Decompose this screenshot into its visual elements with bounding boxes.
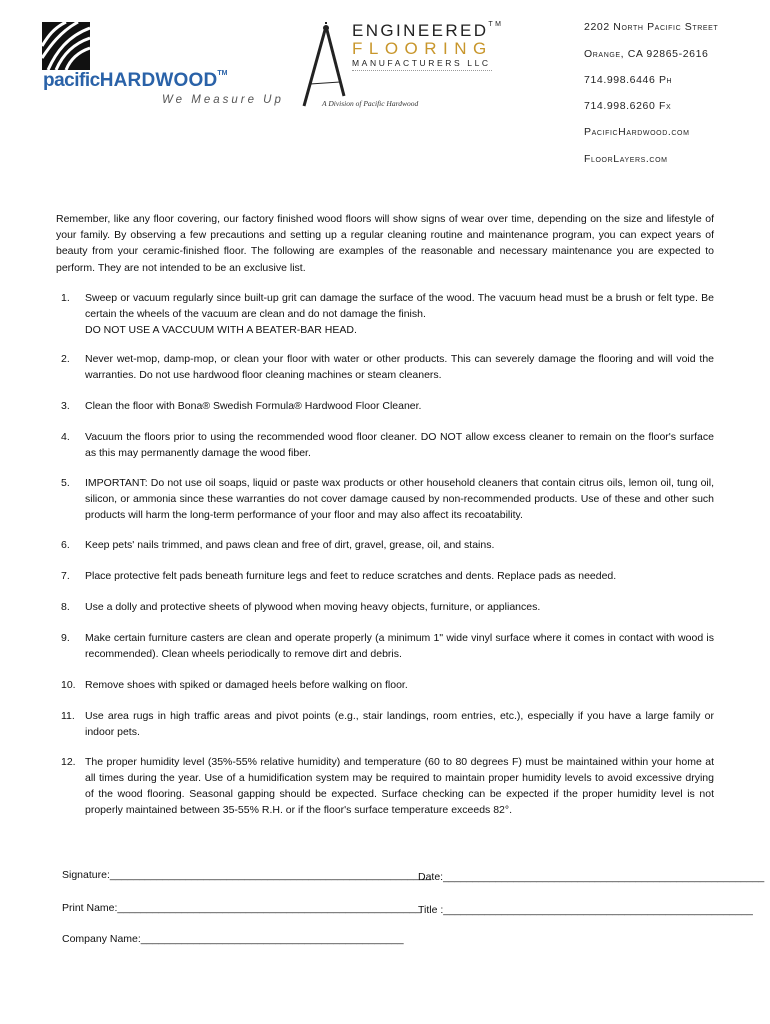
item-number: 6.: [61, 539, 70, 551]
list-item: [56, 754, 714, 818]
list-item: [56, 599, 714, 615]
list-item: [56, 630, 714, 662]
list-item: [56, 429, 714, 461]
item-text-warning: DO NOT USE A VACCUUM WITH A BEATER-BAR HEAD.: [85, 324, 357, 336]
contact-street: 2202 North Pacific Street: [584, 21, 719, 33]
contact-fax: 714.998.6260 Fx: [584, 100, 672, 112]
item-text: Clean the floor with Bona® Swedish Formula® Hardwood Floor Cleaner.: [85, 400, 422, 412]
item-number: 9.: [61, 632, 70, 644]
contact-web1[interactable]: PacificHardwood.com: [584, 126, 690, 138]
ef-line1: ENGINEERED: [352, 21, 489, 40]
contact-city: Orange, CA 92865-2616: [584, 48, 709, 60]
list-item: [56, 677, 714, 693]
division-text: A Division of Pacific Hardwood: [322, 99, 419, 108]
item-text: Sweep or vacuum regularly since built-up grit can damage the surface of the wood. The vacuum head must be a brush or felt type. Be certain the wheels of the vacuum are clean and do not damage the finish.: [85, 292, 714, 320]
flooring-text: FLOORING: [352, 39, 493, 58]
list-item: [56, 568, 714, 584]
item-number: 11.: [61, 710, 75, 722]
item-number: 5.: [61, 477, 70, 489]
item-number: 2.: [61, 353, 70, 365]
item-number: 1.: [61, 292, 70, 304]
manufacturers-text: MANUFACTURERS LLC: [352, 58, 491, 68]
item-text: Place protective felt pads beneath furniture legs and feet to reduce scratches and dents. Replace pads as needed.: [85, 570, 617, 582]
logo-name-lower: pacific: [43, 70, 100, 91]
logo-divider: [352, 70, 492, 71]
contact-web2[interactable]: FloorLayers.com: [584, 153, 668, 165]
title-field[interactable]: Title :_____________________________________________________: [418, 904, 753, 916]
compass-icon: [300, 22, 348, 110]
logo-name-upper: HARDWOOD: [99, 70, 218, 91]
item-number: 8.: [61, 601, 70, 613]
item-number: 4.: [61, 431, 70, 443]
company-name-field[interactable]: Company Name:_____________________________________________: [62, 933, 404, 945]
item-text: Make certain furniture casters are clean and operate properly (a minimum 1" wide vinyl surface where it comes in contact with wood is recommended). Clean wheels periodically to remove dirt and debris.: [85, 632, 714, 660]
item-number: 3.: [61, 400, 70, 412]
item-number: 12.: [61, 756, 76, 768]
item-text: Use area rugs in high traffic areas and pivot points (e.g., stair landings, room entries, etc.), especially if you have a large family or indoor pets.: [85, 710, 714, 738]
engineered-text: [352, 21, 503, 41]
item-text: Vacuum the floors prior to using the recommended wood floor cleaner. DO NOT allow excess cleaner to remain on the floor's surface as this may permanently damage the wood fiber.: [85, 431, 714, 459]
list-item: [56, 537, 714, 553]
signature-field[interactable]: Signature:_______________________________________________________: [62, 869, 432, 881]
item-text: Use a dolly and protective sheets of plywood when moving heavy objects, furniture, or appliances.: [85, 601, 541, 613]
item-text: Remove shoes with spiked or damaged heels before walking on floor.: [85, 679, 408, 691]
list-item: [56, 398, 714, 414]
list-item: [56, 351, 714, 383]
list-item: [56, 290, 714, 338]
item-text: The proper humidity level (35%-55% relative humidity) and temperature (60 to 80 degrees F) must be maintained within your home at all times during the year. Use of a humidification system may be required to maintain proper humidity levels to avoid excessive drying of the wood flooring. Seasonal gapping should be expected. Surface checking can be expected if the proper humidity level is not properly maintained between 35-55% R.H. or if the floor's surface temperature exceeds 82°.: [85, 756, 714, 816]
list-item: [56, 708, 714, 740]
item-text: IMPORTANT: Do not use oil soaps, liquid or paste wax products or other household cleaners that contain citrus oils, lemon oil, tung oil, silicon, or ammonia since these warranties do not cover damage caused by non-recommended products. Use of these and other such products will harm the long-term performance of your floor and may also affect its recoatability.: [85, 477, 714, 521]
pacific-hardwood-logo-text: [43, 70, 228, 92]
logo-trademark: TM: [217, 70, 228, 77]
intro-paragraph: Remember, like any floor covering, our factory finished wood floors will show signs of wear over time, depending on the size and lifestyle of your family. By observing a few precautions and setting up a regular cleaning routine and maintenance program, you can expect years of beauty from your ceramic-finished floor. The following are examples of the reasonable and necessary maintenance you are expected to perform. They are not intended to be an exclusive list.: [56, 213, 714, 274]
print-name-field[interactable]: Print Name:____________________________________________________: [62, 902, 422, 914]
logo-tagline: We Measure Up: [162, 94, 284, 106]
list-item: [56, 475, 714, 523]
item-text: Keep pets' nails trimmed, and paws clean and free of dirt, gravel, grease, oil, and stains.: [85, 539, 495, 551]
date-field[interactable]: Date:_______________________________________________________: [418, 871, 765, 883]
item-text: Never wet-mop, damp-mop, or clean your floor with water or other products. This can severely damage the flooring and will void the warranties. Do not use hardwood floor cleaning machines or steam cleaners.: [85, 353, 714, 381]
contact-phone: 714.998.6446 Ph: [584, 74, 673, 86]
ef-trademark: TM: [488, 21, 504, 28]
item-number: 7.: [61, 570, 70, 582]
item-number: 10.: [61, 679, 76, 691]
pacific-hardwood-logo-mark-icon: [42, 22, 90, 70]
